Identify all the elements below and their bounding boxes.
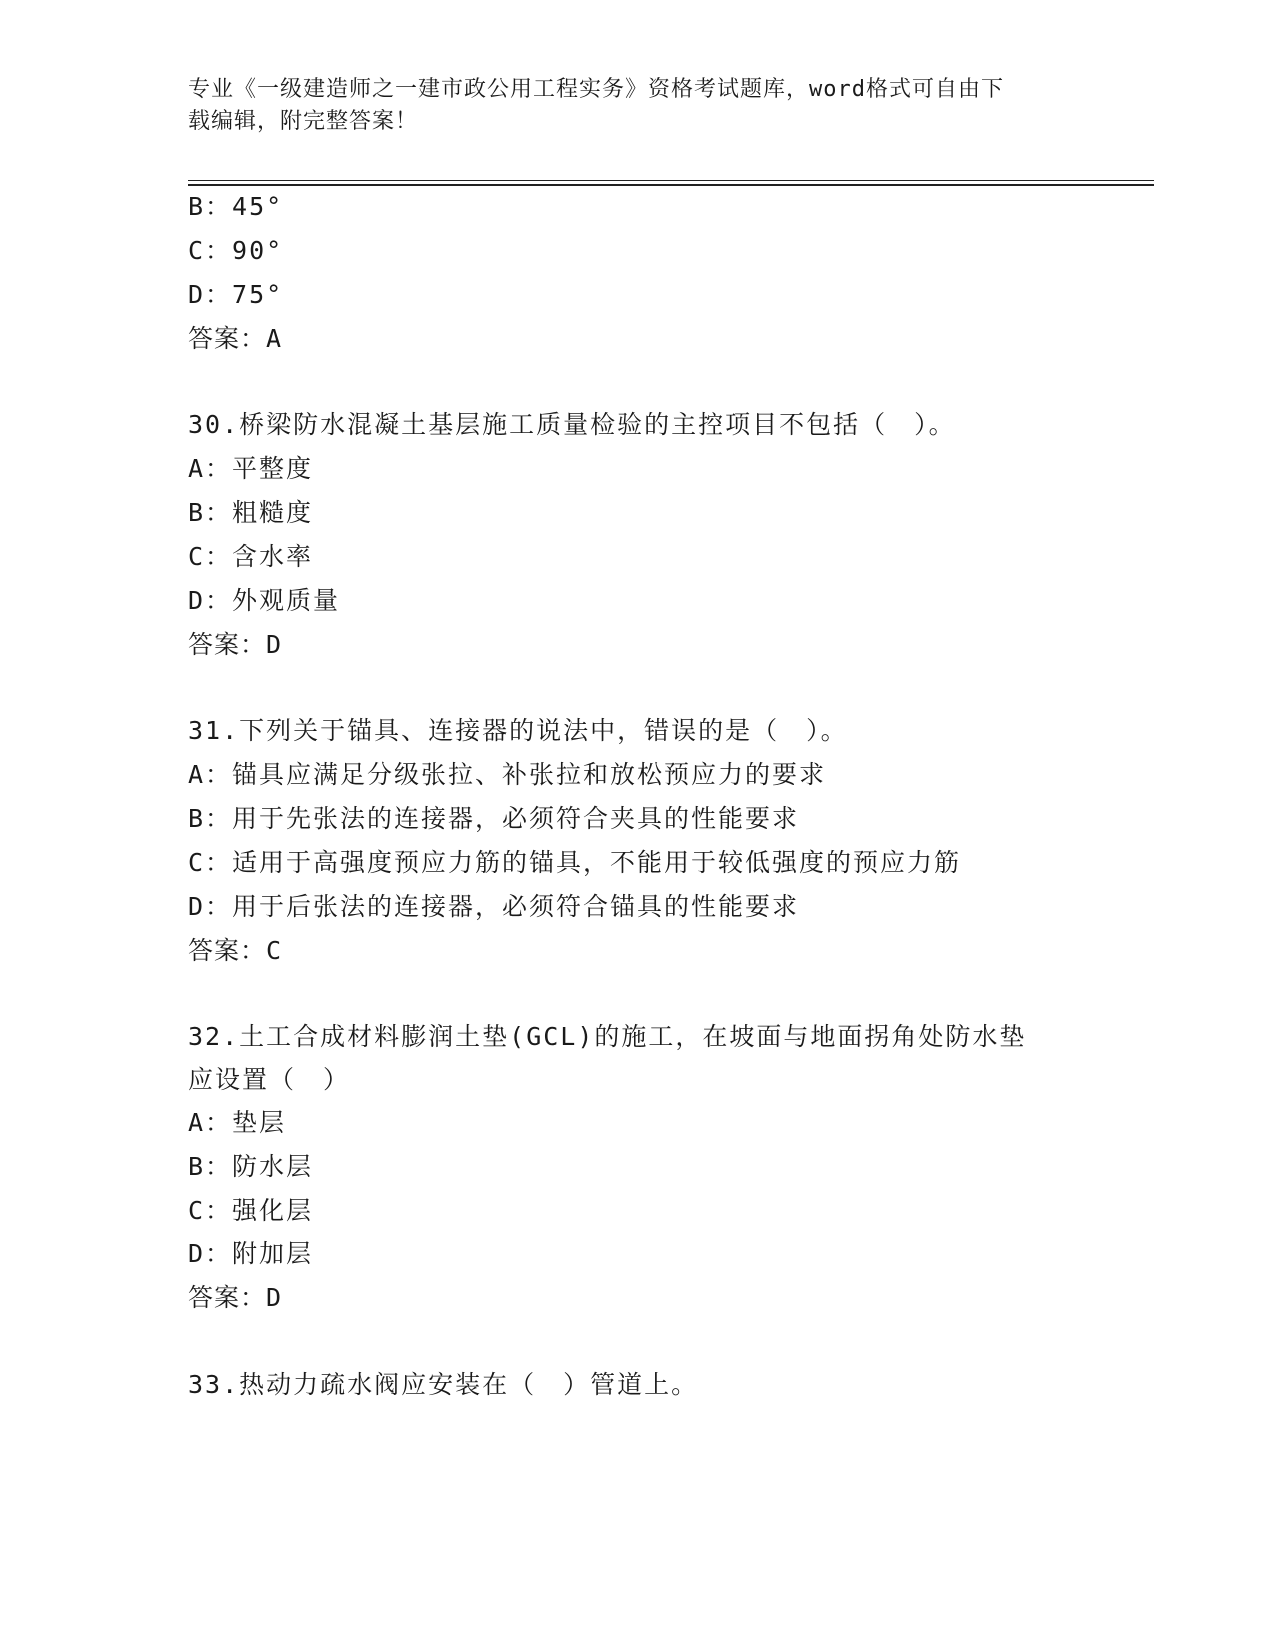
q29-option-b: B：45° (188, 192, 284, 221)
header-divider-thick (188, 184, 1154, 186)
header-line-2: 载编辑，附完整答案！ (188, 109, 419, 134)
q30-option-c: C：含水率 (188, 542, 314, 571)
q29-answer: 答案：A (188, 324, 283, 353)
q29-option-d: D：75° (188, 280, 284, 309)
q32-stem-line-1: 32.土工合成材料膨润土垫(GCL)的施工，在坡面与地面拐角处防水垫 (188, 1022, 1027, 1051)
q30-option-d: D：外观质量 (188, 586, 341, 615)
q31-option-b: B：用于先张法的连接器，必须符合夹具的性能要求 (188, 804, 800, 833)
q29-option-c: C：90° (188, 236, 284, 265)
q31-option-a: A：锚具应满足分级张拉、补张拉和放松预应力的要求 (188, 760, 827, 789)
q32-option-c: C：强化层 (188, 1196, 314, 1225)
q32-answer: 答案：D (188, 1283, 283, 1312)
q30-option-b: B：粗糙度 (188, 498, 314, 527)
q30-option-a: A：平整度 (188, 454, 314, 483)
document-header (188, 74, 1068, 138)
q31-option-d: D：用于后张法的连接器，必须符合锚具的性能要求 (188, 892, 800, 921)
q30-answer: 答案：D (188, 630, 283, 659)
q33-stem: 33.热动力疏水阀应安装在（ ）管道上。 (188, 1370, 699, 1399)
q30-stem: 30.桥梁防水混凝土基层施工质量检验的主控项目不包括（ ）。 (188, 410, 956, 439)
q31-stem: 31.下列关于锚具、连接器的说法中，错误的是（ ）。 (188, 716, 848, 745)
q32-option-a: A：垫层 (188, 1108, 287, 1137)
q32-stem-line-2: 应设置（ ） (188, 1065, 351, 1094)
header-line-1: 专业《一级建造师之一建市政公用工程实务》资格考试题库，word格式可自由下 (188, 77, 1004, 102)
q31-answer: 答案：C (188, 936, 283, 965)
header-divider-thin (188, 180, 1154, 181)
q32-option-d: D：附加层 (188, 1239, 314, 1268)
q32-option-b: B：防水层 (188, 1152, 314, 1181)
q31-option-c: C：适用于高强度预应力筋的锚具，不能用于较低强度的预应力筋 (188, 848, 962, 877)
